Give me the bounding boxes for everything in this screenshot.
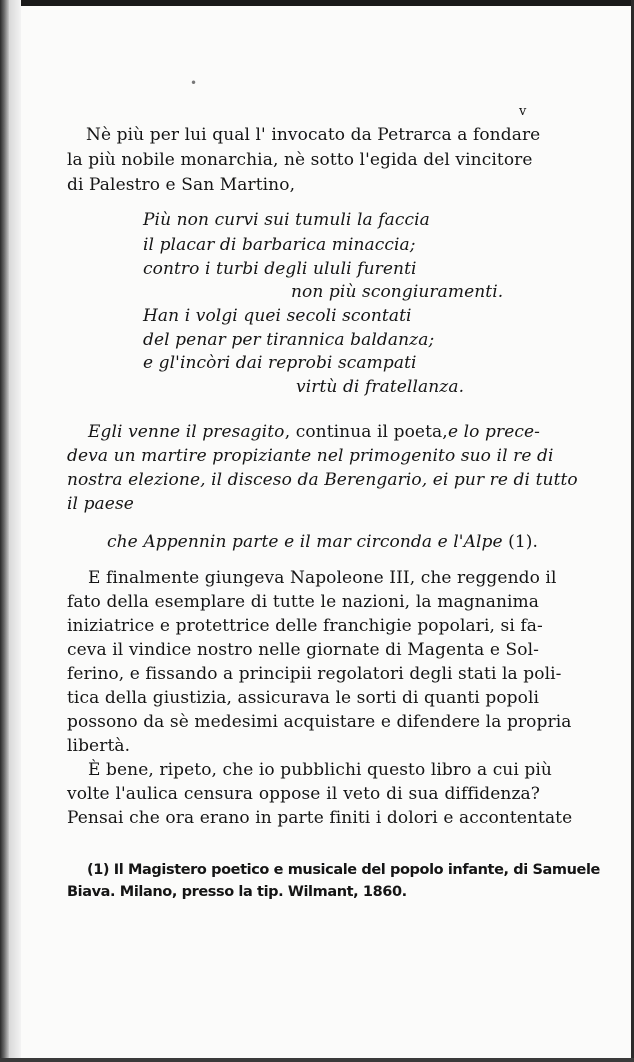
paragraph-1-line-3: di Palestro e San Martino, [67,175,296,195]
verse-1-line-6: del penar per tirannica baldanza; [143,330,435,350]
verse-2-line [107,532,538,552]
verse-1-line-1: Più non curvi sui tumuli la faccia [143,210,430,230]
footnote-reference: (1). [508,532,539,552]
page-bottom-edge [0,1058,634,1062]
paragraph-2-line-1-roman: , continua il poeta, [284,422,448,442]
verse-1-line-5: Han i volgi quei secoli scontati [143,306,412,326]
paragraph-3-line-2: fato della esemplare di tutte le nazioni, la magnanima [67,592,539,612]
page-top-edge [0,0,634,6]
page-marker: v [519,104,527,119]
paragraph-4-line-3: Pensai che ora erano in parte finiti i dolori e accontentate [67,808,573,828]
footnote-line-1: (1) Il Magistero poetico e musicale del popolo infante, di Samuele [87,862,600,878]
paragraph-2-line-1-italic-b: e lo prece- [447,422,540,442]
paragraph-3-line-5: ferino, e fissando a principii regolatori degli stati la poli- [67,664,562,684]
paragraph-3-line-3: iniziatrice e protettrice delle franchigie popolari, si fa- [67,616,543,636]
paragraph-2-line-3: nostra elezione, il disceso da Berengario, ei pur re di tutto [67,470,578,490]
paragraph-2-line-2: deva un martire propiziante nel primogenito suo il re di [67,446,554,466]
paragraph-3-line-8: libertà. [67,736,131,756]
paragraph-4-line-2: volte l'aulica censura oppose il veto di sua diffidenza? [67,784,540,804]
verse-1-line-2: il placar di barbarica minaccia; [143,235,416,255]
paragraph-1-line-2: la più nobile monarchia, nè sotto l'egida del vincitore [67,150,533,170]
verse-1-line-8: virtù di fratellanza. [296,377,465,397]
paragraph-3-line-4: ceva il vindice nostro nelle giornate di Magenta e Sol- [67,640,539,660]
paragraph-2-line-1 [88,422,540,442]
paragraph-3-line-6: tica della giustizia, assicurava le sorti di quanti popoli [67,688,540,708]
footnote-line-2: Biava. Milano, presso la tip. Wilmant, 1860. [67,884,407,900]
paragraph-3-line-7: possono da sè medesimi acquistare e difendere la propria [67,712,572,732]
page-binding-shadow [0,0,9,1062]
verse-1-line-3: contro i turbi degli ululi furenti [143,259,417,279]
verse-1-line-4: non più scongiuramenti. [291,282,504,302]
paragraph-2-line-1-italic-a: Egli venne il presagito [88,422,285,442]
ink-speck: • [190,76,198,90]
verse-2-text: che Appennin parte e il mar circonda e l'Alpe [107,532,503,552]
paragraph-3-line-1: E finalmente giungeva Napoleone III, che reggendo il [88,568,557,588]
page-binding-gradient [9,0,21,1062]
paragraph-2-line-4: il paese [67,494,134,514]
paragraph-1-line-1: Nè più per lui qual l' invocato da Petrarca a fondare [86,125,541,145]
paragraph-4-line-1: È bene, ripeto, che io pubblichi questo libro a cui più [88,760,552,780]
verse-1-line-7: e gl'incòri dai reprobi scampati [143,353,417,373]
